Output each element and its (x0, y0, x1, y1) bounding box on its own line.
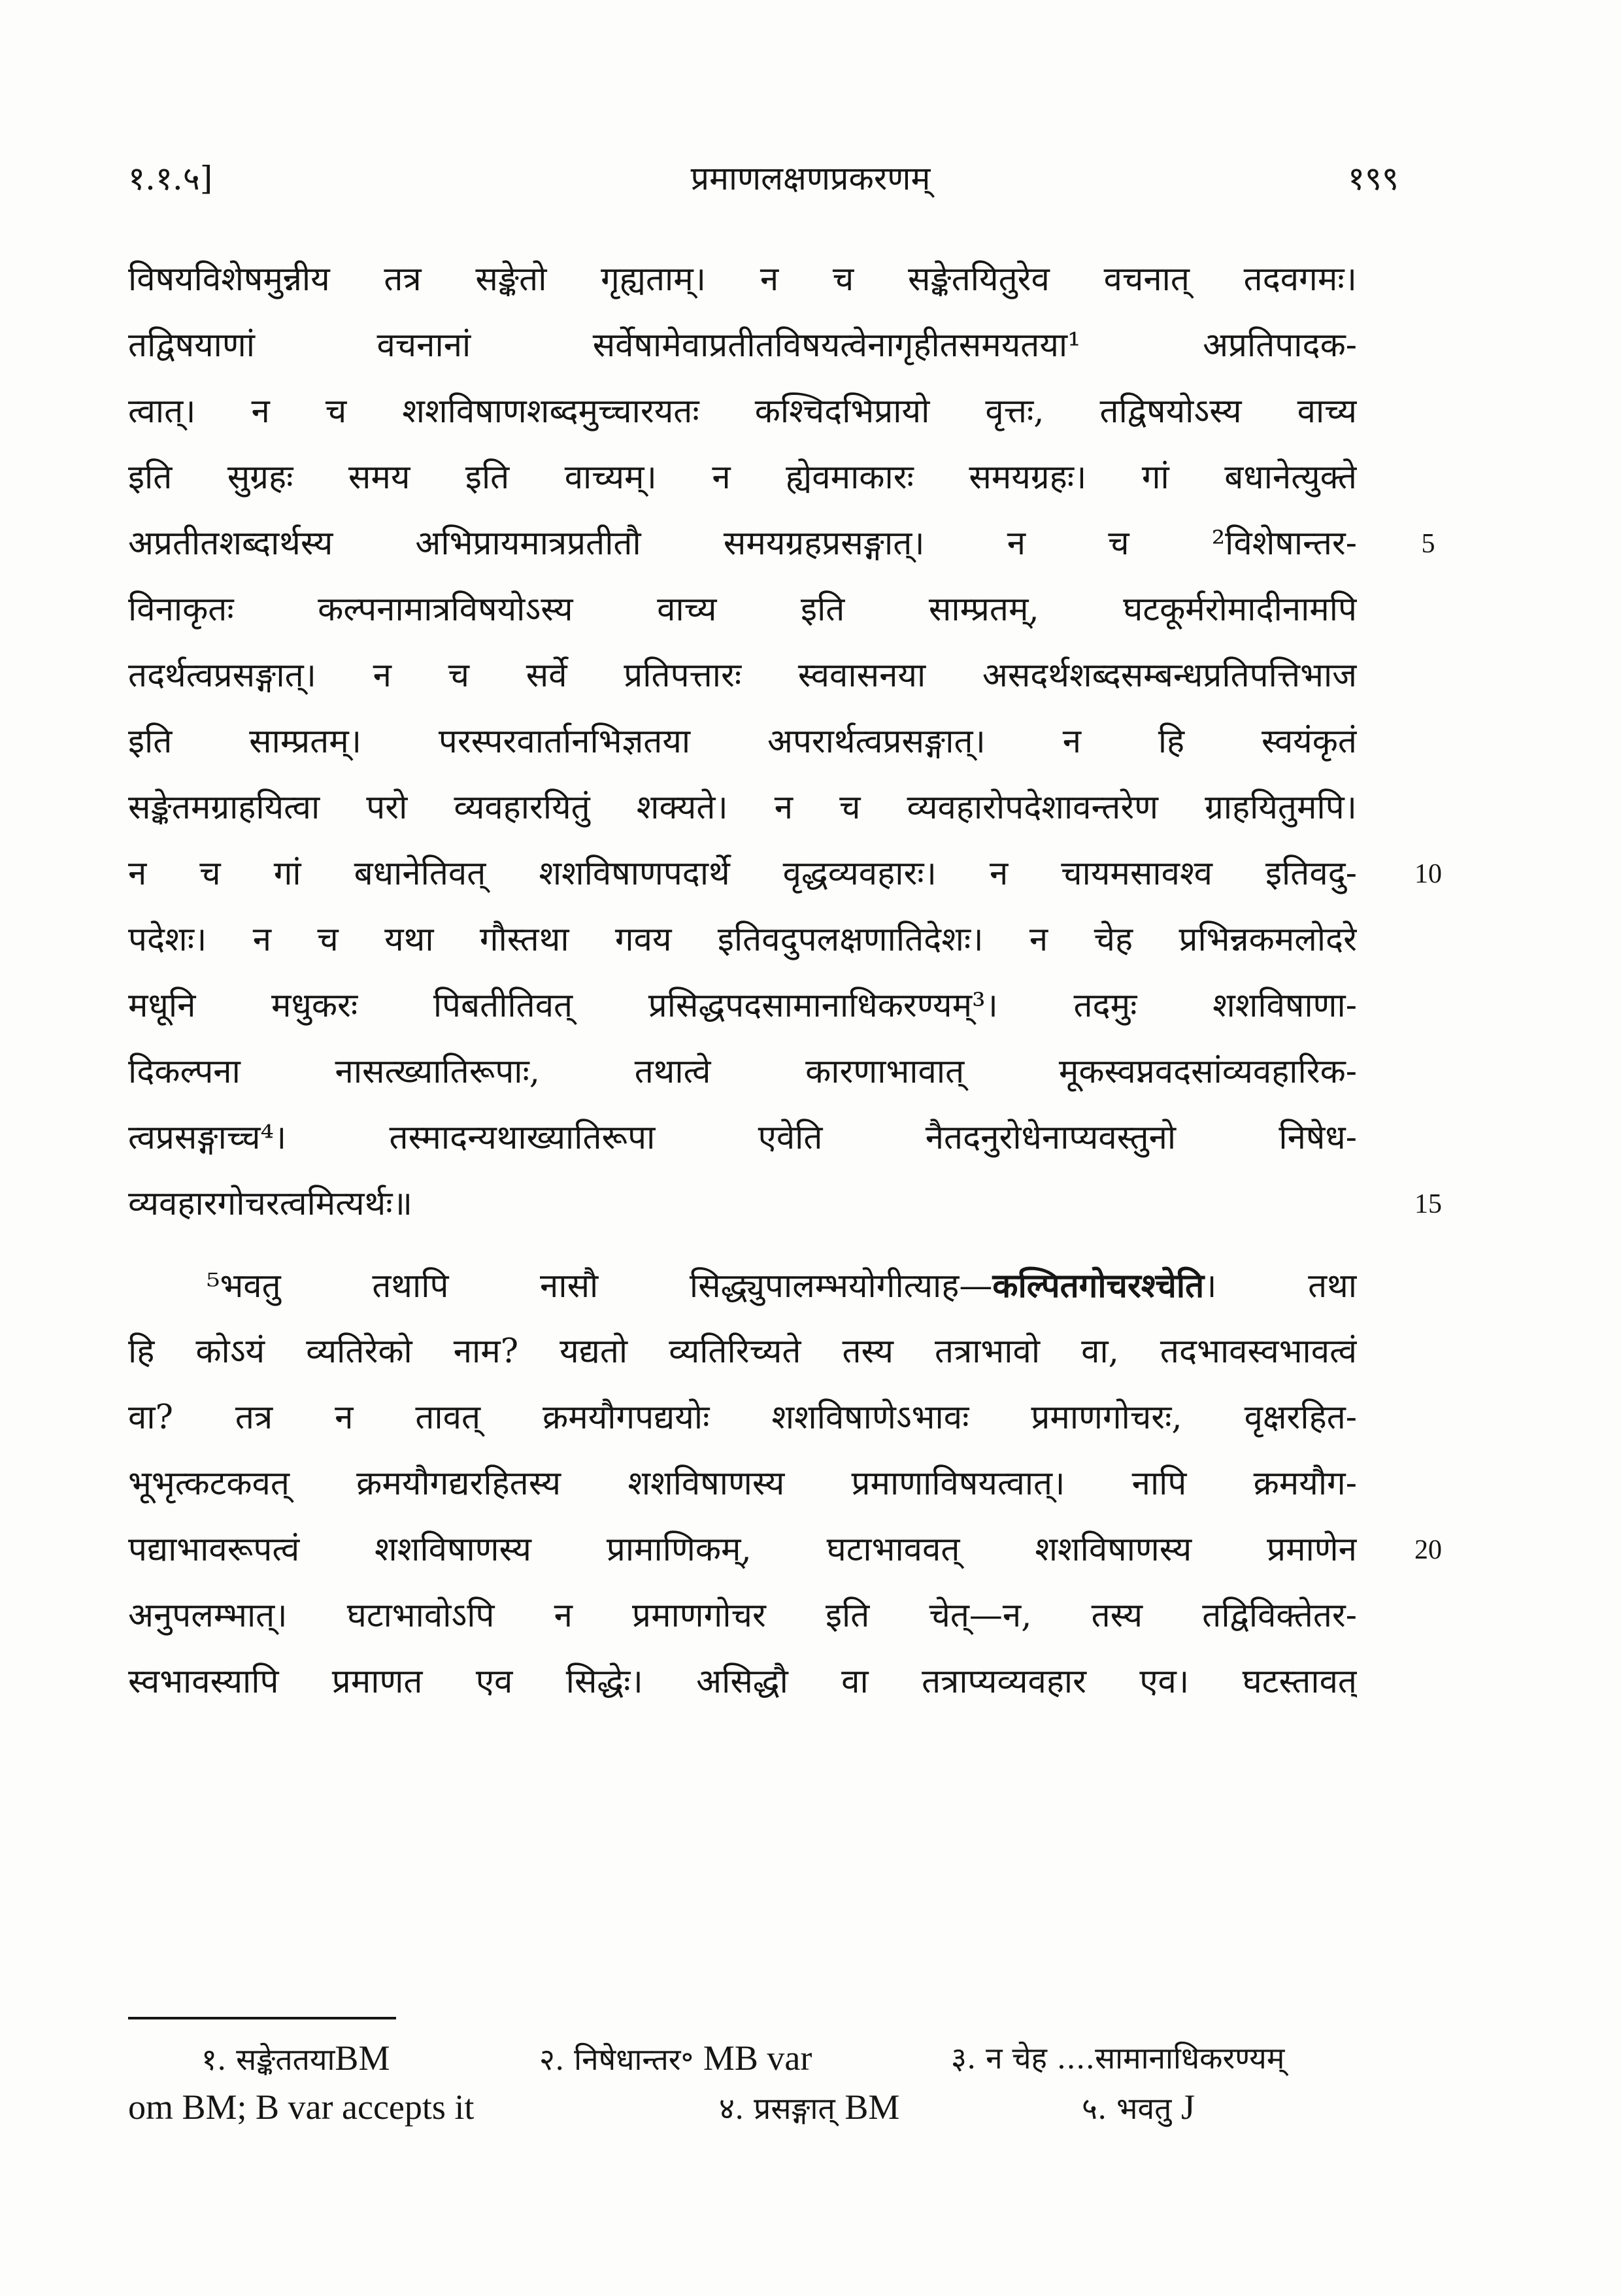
footnote-3-continued: om BM; B var accepts it (128, 2087, 475, 2127)
footnote-text: १. सङ्केततया (201, 2042, 335, 2077)
paragraph-first-line (128, 1260, 1357, 1312)
section-number: १.१.५] (128, 160, 213, 197)
text-line: सङ्केतमग्राहयित्वा परो व्यवहारयितुं शक्यते। न च व्यवहारोपदेशावन्तरेण ग्राहयितुमपि। (128, 788, 1357, 827)
text-line: वा? तत्र न तावत् क्रमयौगपद्ययोः शशविषाणेऽभावः प्रमाणगोचरः, वृक्षरहित- (128, 1398, 1357, 1437)
footnote-text: ४. प्रसङ्गात् (719, 2091, 835, 2126)
text-line: पद्याभावरूपत्वं शशविषाणस्य प्रामाणिकम्, घटाभाववत् शशविषाणस्य प्रमाणेन (128, 1530, 1357, 1569)
line-number: 5 (1421, 529, 1435, 559)
text-line: तद्विषयाणां वचनानां सर्वेषामेवाप्रतीतविषयत्वेनागृहीतसमयतया¹ अप्रतिपादक- (128, 326, 1357, 365)
text-line: अप्रतीतशब्दार्थस्य अभिप्रायमात्रप्रतीतौ समयग्रहप्रसङ्गात्। न च ²विशेषान्तर- (128, 524, 1357, 563)
footnote-rule (128, 2017, 396, 2019)
footnote-1 (201, 2036, 390, 2081)
text-line: इति साम्प्रतम्। परस्परवार्तानभिज्ञतया अपरार्थत्वप्रसङ्गात्। न हि स्वयंकृतं (128, 722, 1357, 761)
text-line: तदर्थत्वप्रसङ्गात्। न च सर्वे प्रतिपत्तारः स्ववासनया असदर्थशब्दसम्बन्धप्रतिपत्तिभाज (128, 656, 1357, 695)
page-number: १९९ (1348, 160, 1399, 197)
text-line: मधूनि मधुकरः पिबतीतिवत् प्रसिद्धपदसामानाधिकरण्यम्³। तदमुः शशविषाणा- (128, 987, 1357, 1025)
text-line: विनाकृतः कल्पनामात्रविषयोऽस्य वाच्य इति साम्प्रतम्, घटकूर्मरोमादीनामपि (128, 590, 1357, 629)
text-line: हि कोऽयं व्यतिरेको नाम? यद्यतो व्यतिरिच्यते तस्य तत्राभावो वा, तदभावस्वभावत्वं (128, 1332, 1357, 1371)
footnote-siglum: BM (844, 2087, 900, 2127)
footnote-3: ३. न चेह ....सामानाधिकरण्यम् (951, 2040, 1285, 2076)
line-number: 15 (1414, 1189, 1442, 1219)
bold-lemma: कल्पितगोचरश्चेति (992, 1266, 1205, 1306)
text-line: त्वप्रसङ्गाच्च⁴। तस्मादन्यथाख्यातिरूपा एवेति नैतदनुरोधेनाप्यवस्तुनो निषेध- (128, 1119, 1357, 1157)
footnote-4 (719, 2085, 899, 2130)
footnote-2 (539, 2036, 812, 2081)
line-number: 10 (1414, 859, 1442, 889)
text-span: ⁵भवतु तथापि नासौ सिद्ध्युपालम्भयोगीत्याह— (207, 1267, 993, 1306)
text-line: न च गां बधानेतिवत् शशविषाणपदार्थे वृद्धव्यवहारः। न चायमसावश्व इतिवदु- (128, 854, 1357, 893)
text-line: दिकल्पना नासत्ख्यातिरूपाः, तथात्वे कारणाभावात् मूकस्वप्नवदसांव्यवहारिक- (128, 1053, 1357, 1091)
footnote-text: २. निषेधान्तर॰ (539, 2042, 694, 2077)
text-line: अनुपलम्भात्। घटाभावोऽपि न प्रमाणगोचर इति चेत्—न, तस्य तद्विविक्तेतर- (128, 1596, 1357, 1635)
footnote-text: ५. भवतु (1082, 2091, 1172, 2126)
text-line: विषयविशेषमुन्नीय तत्र सङ्केतो गृह्यताम्। न च सङ्केतयितुरेव वचनात् तदवगमः। (128, 260, 1357, 299)
text-line: पदेशः। न च यथा गौस्तथा गवय इतिवदुपलक्षणातिदेशः। न चेह प्रभिन्नकमलोदरे (128, 920, 1357, 959)
text-line: इति सुग्रहः समय इति वाच्यम्। न ह्येवमाकारः समयग्रहः। गां बधानेत्युक्ते (128, 458, 1357, 497)
footnote-siglum: BM (335, 2038, 390, 2078)
text-span: । तथा (1204, 1267, 1357, 1306)
footnote-siglum: J (1180, 2087, 1195, 2127)
text-line: भूभृत्कटकवत् क्रमयौगद्यरहितस्य शशविषाणस्य प्रमाणाविषयत्वात्। नापि क्रमयौग- (128, 1464, 1357, 1503)
footnote-5 (1082, 2085, 1195, 2130)
text-line: स्वभावस्यापि प्रमाणत एव सिद्धेः। असिद्धौ वा तत्राप्यव्यवहार एव। घटस्तावत् (128, 1663, 1357, 1701)
text-line: व्यवहारगोचरत्वमित्यर्थः॥ (128, 1185, 413, 1223)
footnote-siglum: MB var (703, 2038, 812, 2078)
text-line: त्वात्। न च शशविषाणशब्दमुच्चारयतः कश्चिदभिप्रायो वृत्तः, तद्विषयोऽस्य वाच्य (128, 392, 1357, 431)
running-title: प्रमाणलक्षणप्रकरणम् (690, 160, 931, 197)
line-number: 20 (1414, 1535, 1442, 1565)
